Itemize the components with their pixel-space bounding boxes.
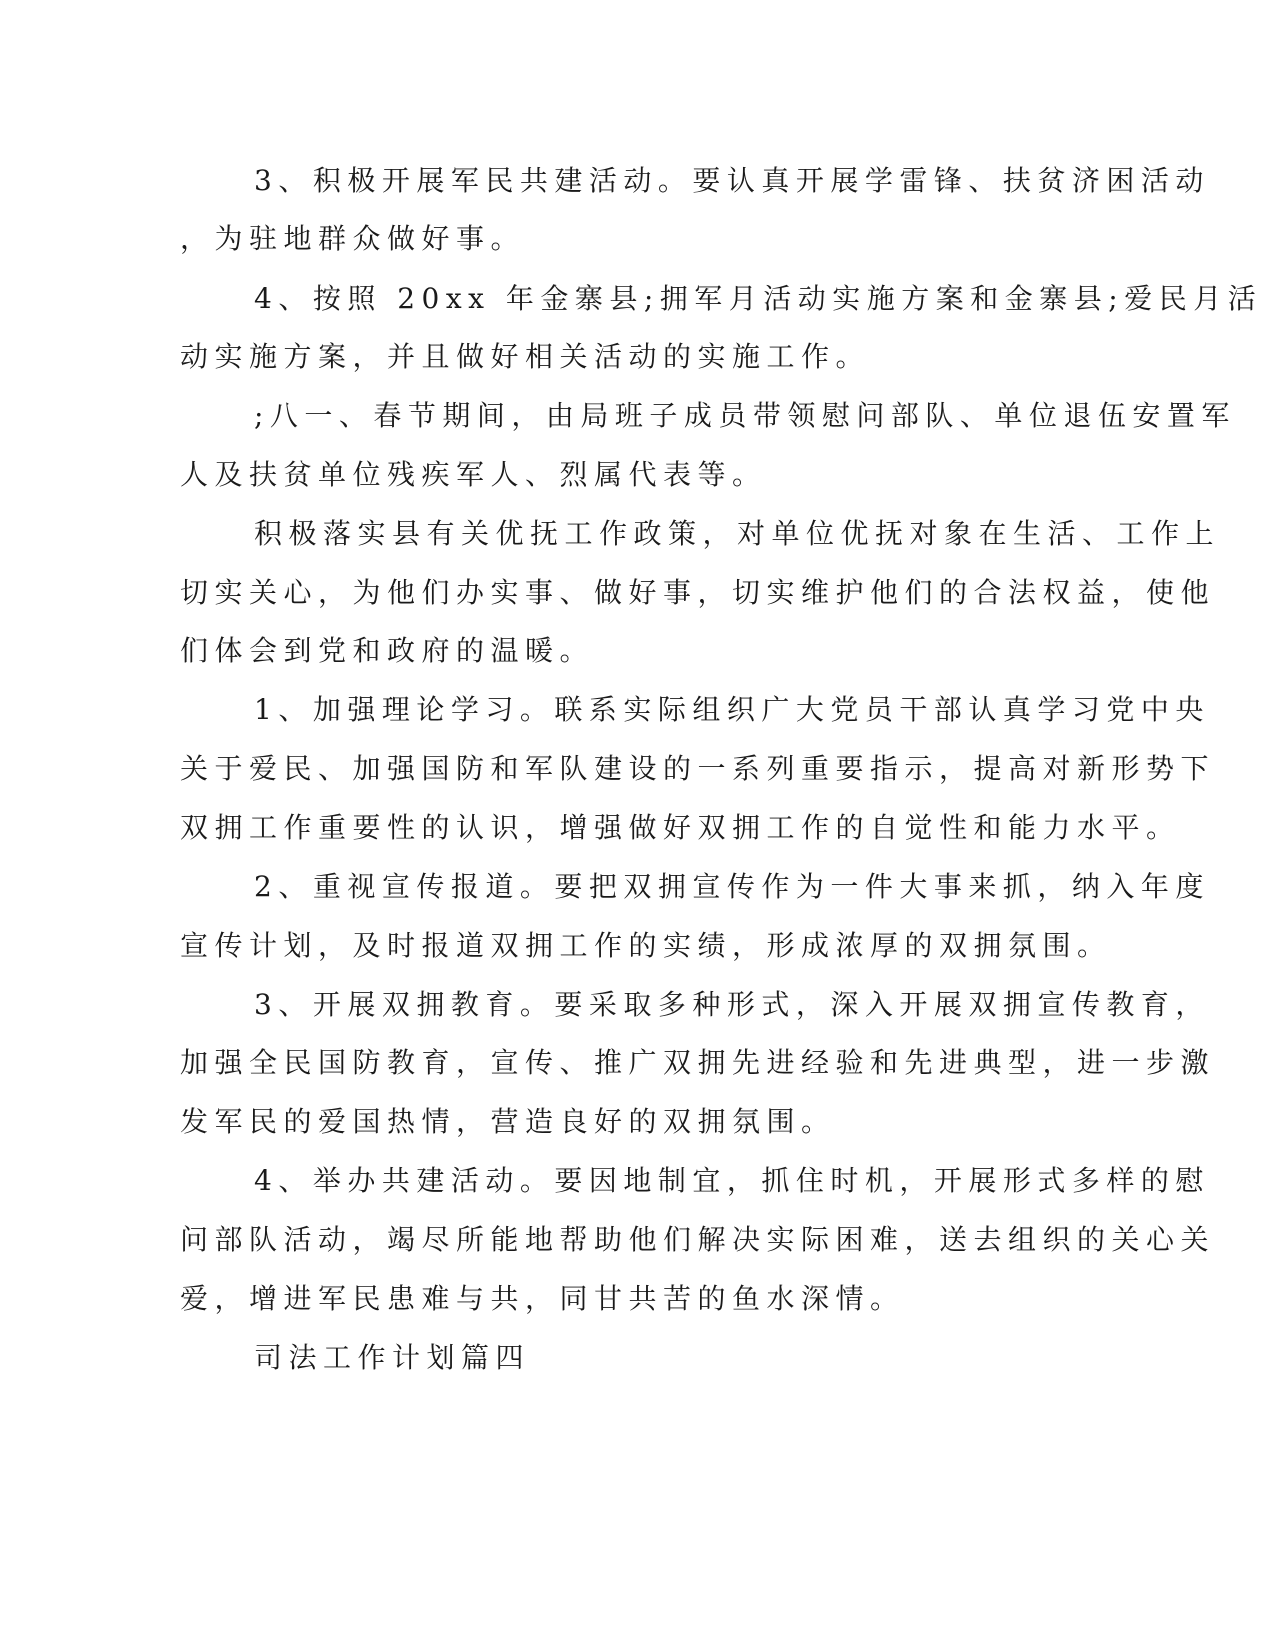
- text-line: ，为驻地群众做好事。: [180, 222, 526, 255]
- text-line: 切实关心，为他们办实事、做好事，切实维护他们的合法权益，使他: [180, 576, 1216, 609]
- text-line: 1、加强理论学习。联系实际组织广大党员干部认真学习党中央: [254, 693, 1210, 726]
- text-line: 2、重视宣传报道。要把双拥宣传作为一件大事来抓，纳入年度: [254, 870, 1210, 903]
- text-line: 3、开展双拥教育。要采取多种形式，深入开展双拥宣传教育，: [254, 988, 1210, 1021]
- text-line: 4、按照 20xx 年金寨县;拥军月活动实施方案和金寨县;爱民月活: [254, 282, 1263, 315]
- text-line: 关于爱民、加强国防和军队建设的一系列重要指示，提高对新形势下: [180, 752, 1216, 785]
- text-line: 积极落实县有关优抚工作政策，对单位优抚对象在生活、工作上: [254, 517, 1221, 550]
- text-line: 问部队活动，竭尽所能地帮助他们解决实际困难，送去组织的关心关: [180, 1223, 1216, 1256]
- text-line: 人及扶贫单位残疾军人、烈属代表等。: [180, 458, 767, 491]
- text-line: 动实施方案，并且做好相关活动的实施工作。: [180, 340, 871, 373]
- text-line: ;八一、春节期间，由局班子成员带领慰问部队、单位退伍安置军: [254, 399, 1236, 432]
- text-line: 4、举办共建活动。要因地制宜，抓住时机，开展形式多样的慰: [254, 1164, 1210, 1197]
- text-line: 双拥工作重要性的认识，增强做好双拥工作的自觉性和能力水平。: [180, 811, 1181, 844]
- text-line: 加强全民国防教育，宣传、推广双拥先进经验和先进典型，进一步激: [180, 1046, 1216, 1079]
- text-line: 宣传计划，及时报道双拥工作的实绩，形成浓厚的双拥氛围。: [180, 929, 1112, 962]
- text-line: 3、积极开展军民共建活动。要认真开展学雷锋、扶贫济困活动: [254, 164, 1210, 197]
- section-heading: 司法工作计划篇四: [254, 1341, 531, 1374]
- text-line: 们体会到党和政府的温暖。: [180, 634, 595, 667]
- text-line: 发军民的爱国热情，营造良好的双拥氛围。: [180, 1105, 836, 1138]
- text-line: 爱，增进军民患难与共，同甘共苦的鱼水深情。: [180, 1282, 905, 1315]
